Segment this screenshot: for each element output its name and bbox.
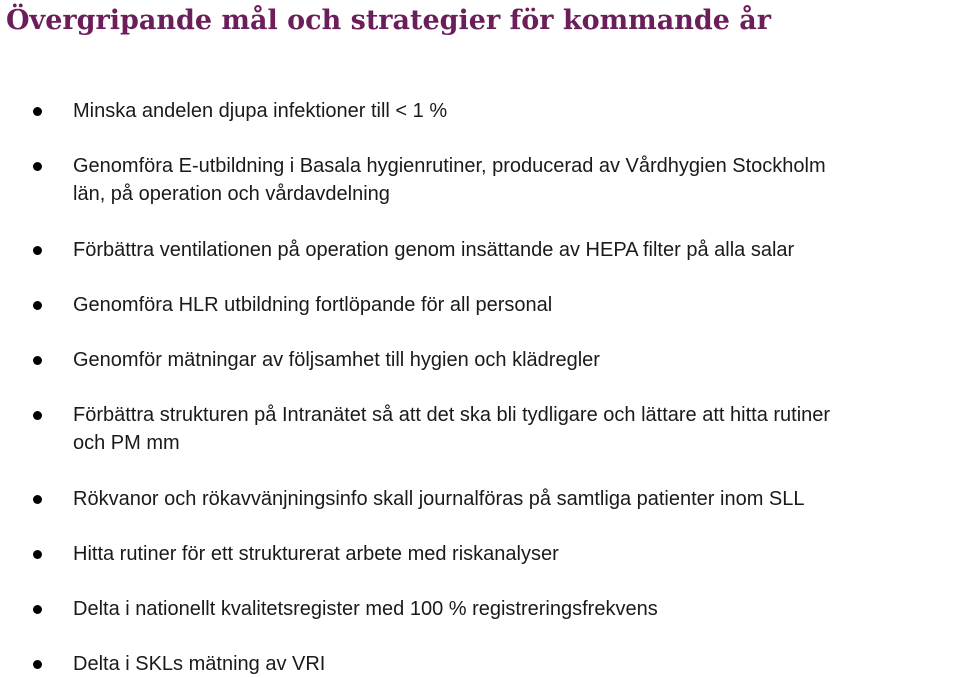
bullet-dot-icon [33,301,42,310]
list-item-text: Rökvanor och rökavvänjningsinfo skall journalföras på samtliga patienter inom SLL [73,488,805,510]
bullet-dot-icon [33,107,42,116]
bullet-dot-icon [33,495,42,504]
bullet-dot-icon [33,356,42,365]
list-item-text: Förbättra ventilationen på operation genom insättande av HEPA filter på alla salar [73,239,795,261]
list-item-text: Minska andelen djupa infektioner till < 1 % [73,100,448,122]
bullet-dot-icon [33,605,42,614]
bullet-dot-icon [33,162,42,171]
list-item-text: Förbättra strukturen på Intranätet så att det ska bli tydligare och lättare att hitta rutiner och PM mm [73,404,831,454]
page-title: Övergripande mål och strategier för kommande år [6,5,772,36]
list-item-text: Delta i nationellt kvalitetsregister med 100 % registreringsfrekvens [73,598,658,620]
bullet-dot-icon [33,246,42,255]
bullet-dot-icon [33,550,42,559]
bullet-dot-icon [33,411,42,420]
list-item-text: Genomföra HLR utbildning fortlöpande för all personal [73,294,553,316]
list-item-text: Genomföra E-utbildning i Basala hygienrutiner, producerad av Vårdhygien Stockholm län, på operation och vårdavdelning [73,155,826,205]
list-item-text: Genomför mätningar av följsamhet till hygien och klädregler [73,349,600,371]
list-item-text: Hitta rutiner för ett strukturerat arbete med riskanalyser [73,543,559,565]
list-item-text: Delta i SKLs mätning av VRI [73,653,326,675]
bullet-dot-icon [33,660,42,669]
